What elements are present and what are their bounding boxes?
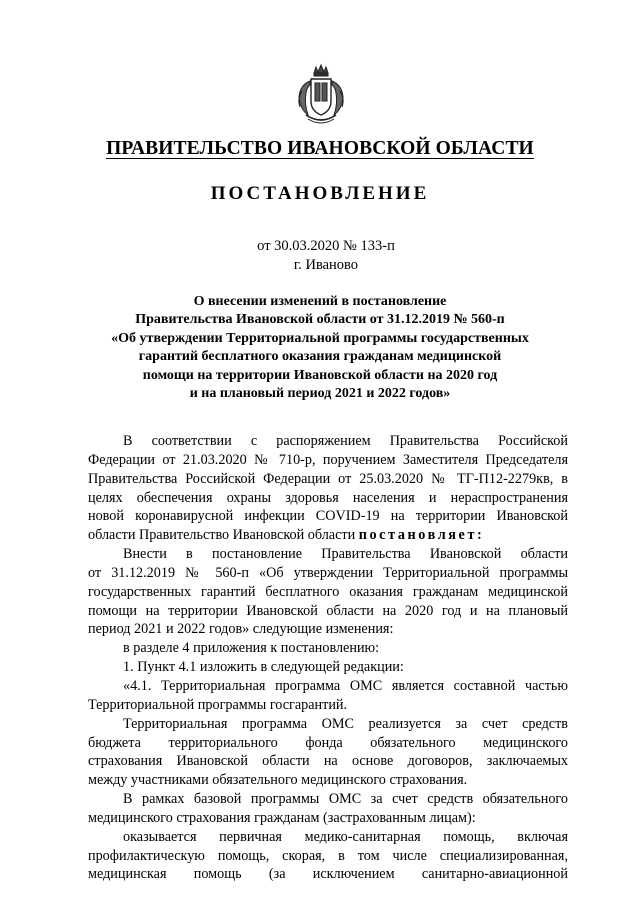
body-line: Правительства Российской Федерации от 25.03.2020 № ТГ-П12-2279кв, в — [88, 470, 568, 487]
document-subject — [80, 293, 560, 403]
body-line: страхования Ивановской области на основе договоров, заключаемых — [88, 753, 568, 770]
document-date-number: от 30.03.2020 № 133-п — [257, 238, 395, 254]
body-line: Внести в постановление Правительства Ивановской области — [123, 546, 568, 563]
body-line: новой коронавирусной инфекции COVID-19 на территории Ивановской — [88, 508, 568, 525]
body-line: Территориальной программы госгарантий. — [88, 696, 348, 713]
body-line: профилактическую помощь, скорая, в том числе специализированная, — [88, 847, 568, 864]
body-line-text: области Правительство Ивановской области — [88, 527, 356, 544]
subject-line: помощи на территории Ивановской области на 2020 год — [142, 367, 498, 383]
body-line: В рамках базовой программы ОМС за счет средств обязательного — [123, 791, 568, 808]
org-title: ПРАВИТЕЛЬСТВО ИВАНОВСКОЙ ОБЛАСТИ — [106, 138, 534, 159]
body-line: целях обеспечения охраны здоровья населения и нераспространения — [88, 489, 568, 506]
body-line: медицинского страхования гражданам (застрахованным лицам): — [88, 809, 476, 826]
document-body — [88, 432, 568, 884]
body-line: «4.1. Территориальная программа ОМС является составной частью — [123, 677, 568, 694]
body-line — [88, 526, 568, 545]
document-type: ПОСТАНОВЛЕНИЕ — [210, 183, 430, 204]
document-city: г. Иваново — [293, 257, 359, 273]
body-line: В соответствии с распоряжением Правительства Российской — [123, 433, 568, 449]
body-line: оказывается первичная медико-санитарная помощь, включая — [123, 828, 568, 845]
body-line: бюджета территориального фонда обязательного медицинского — [88, 734, 568, 751]
body-line: 1. Пункт 4.1 изложить в следующей редакции: — [123, 659, 404, 676]
body-line: Федерации от 21.03.2020 № 710-р, поручением Заместителя Председателя — [88, 451, 568, 468]
coat-of-arms-icon — [294, 63, 348, 127]
body-line: от 31.12.2019 № 560-п «Об утверждении Территориальной программы — [88, 564, 568, 581]
subject-line: О внесении изменений в постановление — [193, 294, 447, 309]
body-line: в разделе 4 приложения к постановлению: — [123, 640, 380, 657]
body-line: помощи на территории Ивановской области на 2020 год и на плановый — [88, 602, 568, 619]
subject-line: и на плановый период 2021 и 2022 годов» — [189, 386, 451, 402]
body-line: между участниками обязательного медицинского страхования. — [88, 772, 468, 789]
subject-line: «Об утверждении Территориальной программы государственных — [111, 330, 529, 346]
body-line: государственных гарантий бесплатного оказания гражданам медицинской — [88, 583, 568, 600]
subject-line: гарантий бесплатного оказания гражданам медицинской — [138, 349, 502, 365]
resolve-word: постановляет: — [358, 527, 485, 544]
body-line: Территориальная программа ОМС реализуется за счет средств — [123, 715, 568, 732]
body-line: период 2021 и 2022 годов» следующие изменения: — [88, 621, 394, 638]
subject-line: Правительства Ивановской области от 31.12.2019 № 560-п — [135, 312, 505, 328]
body-line: медицинская помощь (за исключением санитарно-авиационной — [88, 866, 568, 883]
